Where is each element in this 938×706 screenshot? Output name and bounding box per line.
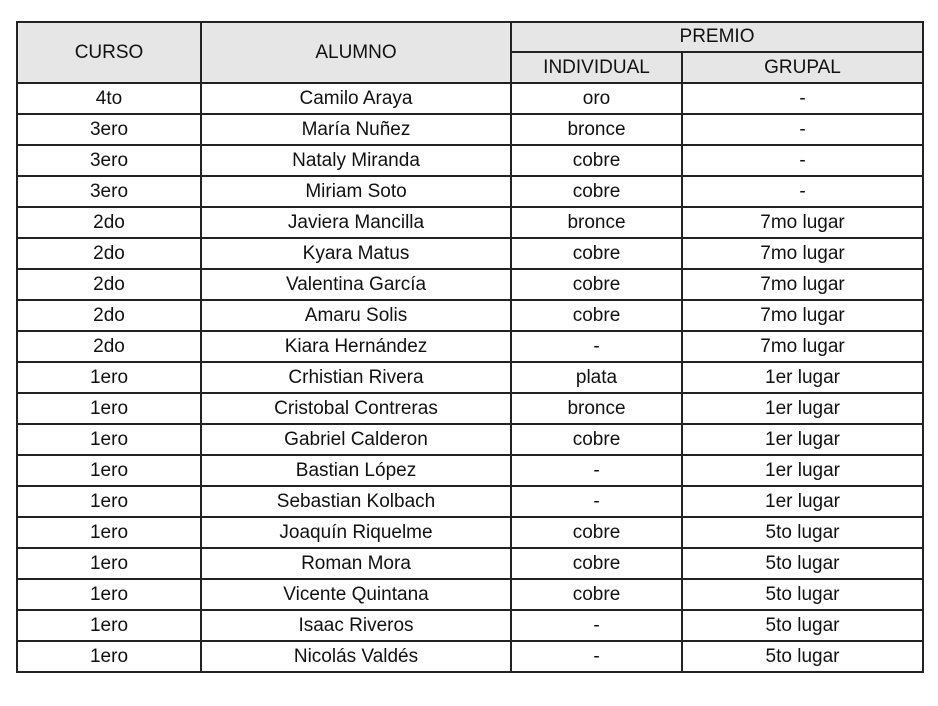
cell-individual: cobre xyxy=(511,424,682,455)
cell-alumno: Nataly Miranda xyxy=(201,145,511,176)
cell-curso: 3ero xyxy=(17,176,201,207)
cell-individual: oro xyxy=(511,83,682,114)
cell-grupal: 1er lugar xyxy=(682,486,923,517)
cell-grupal: 1er lugar xyxy=(682,424,923,455)
cell-curso: 1ero xyxy=(17,548,201,579)
cell-curso: 1ero xyxy=(17,641,201,672)
table-row xyxy=(17,393,923,424)
cell-curso: 2do xyxy=(17,331,201,362)
cell-curso: 2do xyxy=(17,207,201,238)
cell-individual: cobre xyxy=(511,517,682,548)
table-row xyxy=(17,455,923,486)
cell-grupal: 7mo lugar xyxy=(682,300,923,331)
cell-alumno: Amaru Solis xyxy=(201,300,511,331)
cell-alumno: Javiera Mancilla xyxy=(201,207,511,238)
cell-alumno: Valentina García xyxy=(201,269,511,300)
cell-alumno: Nicolás Valdés xyxy=(201,641,511,672)
cell-curso: 1ero xyxy=(17,362,201,393)
header-alumno: ALUMNO xyxy=(201,22,511,83)
cell-grupal: 7mo lugar xyxy=(682,331,923,362)
cell-individual: cobre xyxy=(511,579,682,610)
table-row xyxy=(17,145,923,176)
cell-alumno: Kyara Matus xyxy=(201,238,511,269)
cell-grupal: 5to lugar xyxy=(682,579,923,610)
cell-individual: - xyxy=(511,641,682,672)
header-curso: CURSO xyxy=(17,22,201,83)
cell-alumno: Sebastian Kolbach xyxy=(201,486,511,517)
cell-grupal: - xyxy=(682,176,923,207)
cell-alumno: Isaac Riveros xyxy=(201,610,511,641)
table-row xyxy=(17,238,923,269)
header-grupal: GRUPAL xyxy=(682,52,923,83)
cell-grupal: 5to lugar xyxy=(682,641,923,672)
cell-alumno: Roman Mora xyxy=(201,548,511,579)
table-row xyxy=(17,300,923,331)
cell-curso: 1ero xyxy=(17,517,201,548)
cell-alumno: Crhistian Rivera xyxy=(201,362,511,393)
cell-curso: 1ero xyxy=(17,424,201,455)
cell-grupal: 1er lugar xyxy=(682,362,923,393)
cell-grupal: 7mo lugar xyxy=(682,238,923,269)
table-row xyxy=(17,207,923,238)
cell-grupal: 5to lugar xyxy=(682,610,923,641)
cell-grupal: 5to lugar xyxy=(682,548,923,579)
table-row xyxy=(17,517,923,548)
cell-curso: 2do xyxy=(17,238,201,269)
cell-alumno: Gabriel Calderon xyxy=(201,424,511,455)
cell-curso: 1ero xyxy=(17,393,201,424)
cell-grupal: 5to lugar xyxy=(682,517,923,548)
cell-individual: - xyxy=(511,331,682,362)
cell-grupal: 7mo lugar xyxy=(682,269,923,300)
cell-individual: cobre xyxy=(511,269,682,300)
cell-alumno: Camilo Araya xyxy=(201,83,511,114)
cell-individual: cobre xyxy=(511,145,682,176)
cell-grupal: - xyxy=(682,114,923,145)
table-row xyxy=(17,176,923,207)
cell-individual: - xyxy=(511,455,682,486)
cell-curso: 2do xyxy=(17,269,201,300)
cell-individual: - xyxy=(511,486,682,517)
cell-curso: 1ero xyxy=(17,455,201,486)
table-row xyxy=(17,486,923,517)
cell-individual: bronce xyxy=(511,393,682,424)
table-row xyxy=(17,362,923,393)
cell-alumno: María Nuñez xyxy=(201,114,511,145)
cell-curso: 3ero xyxy=(17,114,201,145)
cell-alumno: Cristobal Contreras xyxy=(201,393,511,424)
cell-curso: 3ero xyxy=(17,145,201,176)
cell-curso: 2do xyxy=(17,300,201,331)
cell-curso: 4to xyxy=(17,83,201,114)
table-body xyxy=(17,83,923,672)
cell-individual: - xyxy=(511,610,682,641)
table-row xyxy=(17,269,923,300)
cell-curso: 1ero xyxy=(17,486,201,517)
awards-table xyxy=(16,21,924,673)
cell-alumno: Miriam Soto xyxy=(201,176,511,207)
cell-curso: 1ero xyxy=(17,610,201,641)
cell-individual: cobre xyxy=(511,176,682,207)
table-row xyxy=(17,610,923,641)
cell-curso: 1ero xyxy=(17,579,201,610)
cell-alumno: Joaquín Riquelme xyxy=(201,517,511,548)
cell-individual: cobre xyxy=(511,238,682,269)
table-row xyxy=(17,114,923,145)
cell-grupal: - xyxy=(682,145,923,176)
table-row xyxy=(17,83,923,114)
cell-alumno: Vicente Quintana xyxy=(201,579,511,610)
cell-individual: cobre xyxy=(511,548,682,579)
cell-individual: cobre xyxy=(511,300,682,331)
table-row xyxy=(17,579,923,610)
cell-individual: bronce xyxy=(511,207,682,238)
cell-alumno: Bastian López xyxy=(201,455,511,486)
table-row xyxy=(17,548,923,579)
cell-alumno: Kiara Hernández xyxy=(201,331,511,362)
table-row xyxy=(17,424,923,455)
cell-grupal: 1er lugar xyxy=(682,455,923,486)
cell-individual: plata xyxy=(511,362,682,393)
header-individual: INDIVIDUAL xyxy=(511,52,682,83)
table-row xyxy=(17,331,923,362)
cell-grupal: 7mo lugar xyxy=(682,207,923,238)
table-row xyxy=(17,641,923,672)
header-row-top xyxy=(17,22,923,52)
header-premio: PREMIO xyxy=(511,22,923,52)
cell-grupal: 1er lugar xyxy=(682,393,923,424)
cell-grupal: - xyxy=(682,83,923,114)
cell-individual: bronce xyxy=(511,114,682,145)
table-header xyxy=(17,22,923,83)
